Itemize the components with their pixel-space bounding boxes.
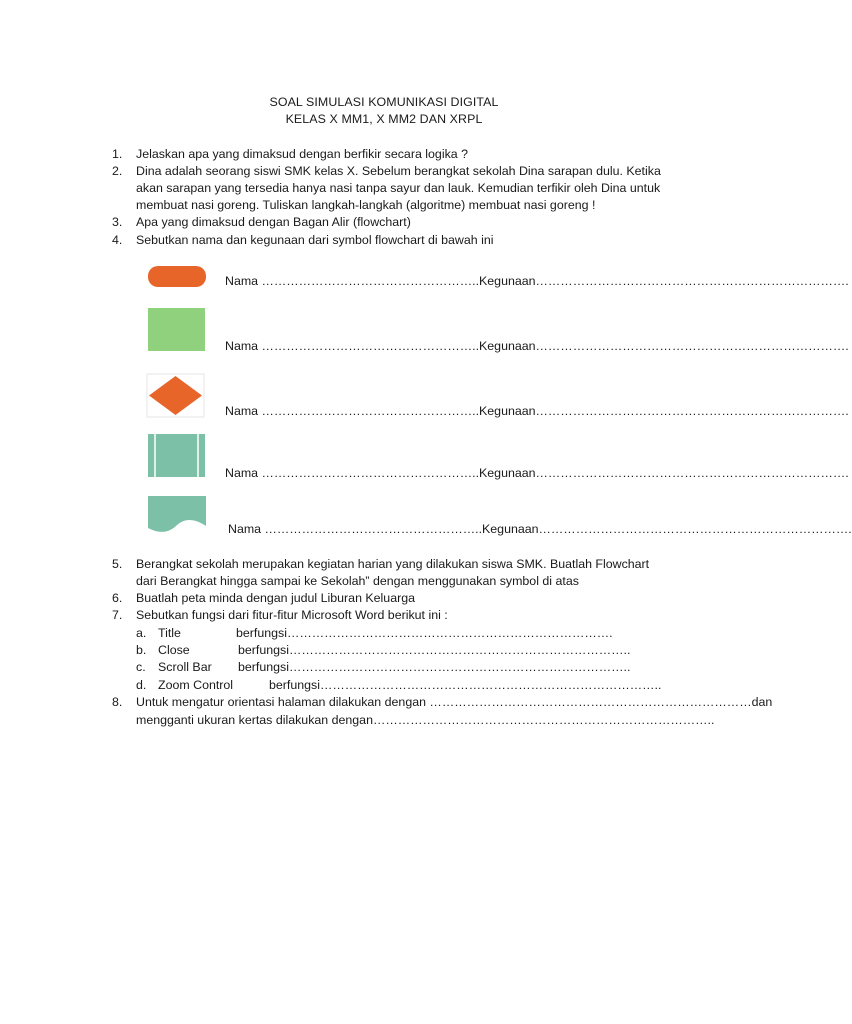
question-number: 5.	[112, 557, 123, 571]
question-text: Sebutkan nama dan kegunaan dari symbol flowchart di bawah ini	[136, 233, 494, 247]
sub-item-letter: c.	[136, 660, 146, 674]
question-text: Buatlah peta minda dengan judul Liburan Keluarga	[136, 591, 416, 605]
decision-symbol-icon	[147, 374, 205, 418]
question-text: membuat nasi goreng. Tuliskan langkah-langkah (algoritme) membuat nasi goreng !	[136, 198, 596, 212]
symbol-row-2: Nama ……………………………………………..Kegunaan………………………………………………………………….	[225, 339, 849, 353]
sub-item-letter: b.	[136, 643, 147, 657]
question-text: Berangkat sekolah merupakan kegiatan harian yang dilakukan siswa SMK. Buatlah Flowchart	[136, 557, 650, 571]
question-text: Dina adalah seorang siswi SMK kelas X. Sebelum berangkat sekolah Dina sarapan dulu. Ketika	[136, 164, 661, 178]
symbol-row-1: Nama ……………………………………………..Kegunaan………………………………………………………………….	[225, 274, 849, 288]
question-number: 3.	[112, 215, 123, 229]
question-text: Untuk mengatur orientasi halaman dilakukan dengan ……………………………………………………………………dan	[136, 695, 773, 709]
predefined-process-symbol-icon	[148, 434, 206, 478]
document-symbol-icon	[148, 496, 208, 536]
sub-item-name: Zoom Control	[158, 678, 234, 692]
question-text: mengganti ukuran kertas dilakukan dengan………………………………………………………………………..	[136, 713, 715, 727]
symbol-row-3: Nama ……………………………………………..Kegunaan………………………………………………………………….	[225, 404, 849, 418]
question-text: dari Berangkat hingga sampai ke Sekolah” dengan menggunakan symbol di atas	[136, 574, 579, 588]
question-text: Sebutkan fungsi dari fitur-fitur Microsoft Word berikut ini :	[136, 608, 448, 622]
sub-item-letter: d.	[136, 678, 147, 692]
symbol-row-4: Nama ……………………………………………..Kegunaan………………………………………………………………….	[225, 466, 849, 480]
sub-item-answer: berfungsi………………………………………………………………………..	[238, 643, 631, 657]
question-text: Apa yang dimaksud dengan Bagan Alir (flowchart)	[136, 215, 411, 229]
worksheet-header	[0, 94, 768, 128]
question-text: akan sarapan yang tersedia hanya nasi tanpa sayur dan lauk. Kemudian terfikir oleh Dina untuk	[136, 181, 661, 195]
sub-item-letter: a.	[136, 626, 147, 640]
sub-item-answer: berfungsi…………………………………………………………………….	[236, 626, 613, 640]
sub-item-name: Close	[158, 643, 190, 657]
question-number: 2.	[112, 164, 123, 178]
sub-item-answer: berfungsi………………………………………………………………………..	[238, 660, 631, 674]
question-number: 6.	[112, 591, 123, 605]
sub-item-answer: berfungsi………………………………………………………………………..	[269, 678, 662, 692]
symbol-row-5: Nama ……………………………………………..Kegunaan………………………………………………………………….	[228, 522, 852, 536]
terminator-symbol-icon	[147, 265, 207, 289]
sub-item-name: Scroll Bar	[158, 660, 212, 674]
question-number: 1.	[112, 147, 123, 161]
worksheet-subtitle: KELAS X MM1, X MM2 DAN XRPL	[285, 112, 483, 126]
question-number: 4.	[112, 233, 123, 247]
worksheet-title: SOAL SIMULASI KOMUNIKASI DIGITAL	[269, 95, 499, 109]
question-number: 8.	[112, 695, 123, 709]
question-text: Jelaskan apa yang dimaksud dengan berfikir secara logika ?	[136, 147, 468, 161]
sub-item-name: Title	[158, 626, 181, 640]
question-number: 7.	[112, 608, 123, 622]
process-symbol-icon	[148, 308, 206, 352]
